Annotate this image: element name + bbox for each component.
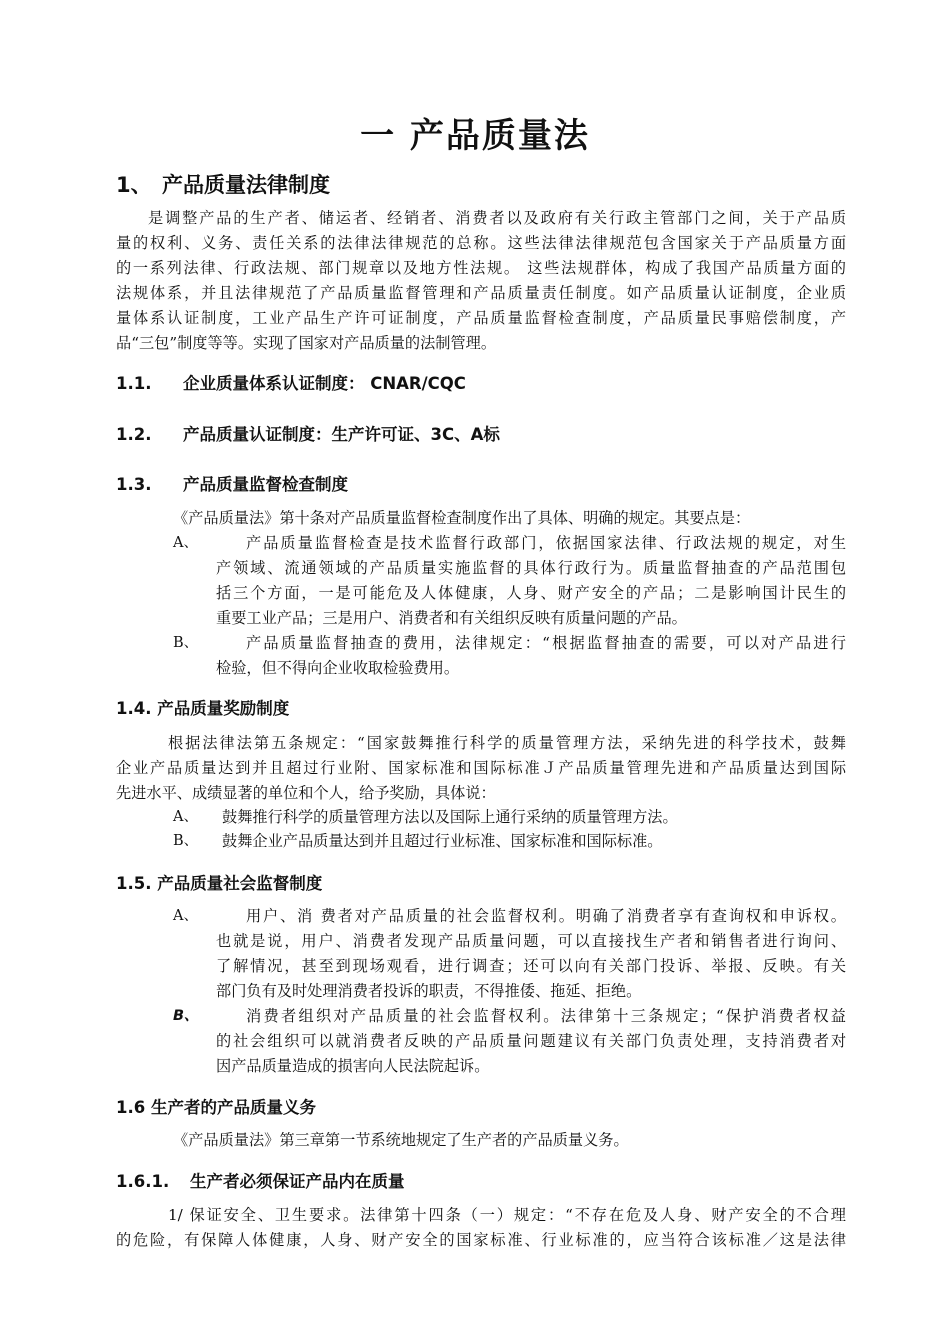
s14-para-line-1: 根据法律法第五条规定：“国家鼓舞推行科学的质量管理方法，采纳先进的科学技术，鼓舞 [168, 734, 846, 752]
s1-para-line-6: 品“三包”制度等等。实现了国家对产品质量的法制管理。 [116, 334, 497, 352]
section-1-1-title: 企业质量体系认证制度： CNAR/CQC [183, 374, 466, 393]
section-1-3-number: 1.3. [116, 475, 152, 494]
page-title: 一 产品质量法 [360, 116, 590, 156]
section-1-6-1-number: 1.6.1. [116, 1172, 170, 1191]
s1-para-line-5: 量体系认证制度，工业产品生产许可证制度，产品质量监督检查制度，产品质量民事赔偿制度，产 [116, 309, 846, 327]
s15-item-a-line-4: 部门负有及时处理消费者投诉的职责，不得推倭、拖延、拒绝。 [216, 982, 642, 1000]
section-1-2-title: 产品质量认证制度：生产许可证、3C、A标 [183, 425, 500, 444]
section-1-6-1-title: 生产者必须保证产品内在质量 [190, 1172, 405, 1191]
section-1-number: 1、 [116, 173, 152, 197]
s13-item-a-line-2: 产领域、流通领域的产品质量实施监督的具体行政行为。质量监督抽查的产品范围包 [216, 559, 846, 577]
s14-item-a-label: A、 [173, 809, 198, 825]
s13-item-b-line-1: 产品质量监督抽查的费用，法律规定：“根据监督抽查的需要，可以对产品进行 [246, 634, 846, 652]
section-1-heading [116, 169, 330, 199]
section-1-5-heading: 1.5. 产品质量社会监督制度 [116, 874, 323, 893]
s15-item-b-line-3: 因产品质量造成的损害向人民法院起诉。 [216, 1057, 490, 1075]
s13-item-a-label: A、 [173, 535, 198, 551]
s14-para-line-3: 先进水平、成绩显著的单位和个人，给予奖励，具体说： [116, 784, 496, 802]
section-1-4-heading: 1.4. 产品质量奖励制度 [116, 699, 290, 718]
section-1-3-heading [116, 471, 348, 495]
section-1-6-1-heading [116, 1168, 405, 1192]
s15-item-b-label: B、 [173, 1008, 199, 1024]
s1-para-line-1: 是调整产品的生产者、储运者、经销者、消费者以及政府有关行政主管部门之间，关于产品质 [148, 209, 846, 227]
s13-item-a-line-1: 产品质量监督检查是技术监督行政部门，依据国家法律、行政法规的规定，对生 [246, 534, 846, 552]
s14-item-b-text: 鼓舞企业产品质量达到并且超过行业标准、国家标准和国际标准。 [222, 832, 663, 850]
s16-intro: 《产品质量法》第三章第一节系统地规定了生产者的产品质量义务。 [173, 1131, 629, 1149]
section-1-6-heading: 1.6 生产者的产品质量义务 [116, 1098, 316, 1117]
s1-para-line-4: 法规体系，并且法律规范了产品质量监督管理和产品质量责任制度。如产品质量认证制度，企业质 [116, 284, 846, 302]
s15-item-b-line-2: 的社会组织可以就消费者反映的产品质量问题建议有关部门负责处理，支持消费者对 [216, 1032, 846, 1050]
section-1-2-number: 1.2. [116, 425, 152, 444]
s15-item-a-line-3: 了解情况，甚至到现场观看，进行调查；还可以向有关部门投诉、举报、反映。有关 [216, 957, 846, 975]
s15-item-a-line-2: 也就是说，用户、消费者发现产品质量问题，可以直接找生产者和销售者进行询问、 [216, 932, 846, 950]
s161-para-line-1: 1/ 保证安全、卫生要求。法律第十四条（一）规定：“不存在危及人身、财产安全的不合理 [168, 1206, 846, 1224]
section-1-2-heading [116, 421, 500, 445]
s1-para-line-3: 的一系列法律、行政法规、部门规章以及地方性法规。 这些法规群体，构成了我国产品质量方面的 [116, 259, 846, 277]
s14-para-line-2: 企业产品质量达到并且超过行业附、国家标准和国际标准Ｊ产品质量管理先进和产品质量达到国际 [116, 759, 846, 777]
s13-item-a-line-4: 重要工业产品；三是用户、消费者和有关组织反映有质量问题的产品。 [216, 609, 687, 627]
section-1-1-heading [116, 370, 466, 394]
s13-item-b-label: B、 [173, 635, 199, 651]
s13-item-b-line-2: 检验，但不得向企业收取检验费用。 [216, 659, 459, 677]
s1-para-line-2: 量的权利、义务、责任关系的法律法律规范的总称。这些法律法律规范包含国家关于产品质量方面 [116, 234, 846, 252]
s13-item-a-line-3: 括三个方面，一是可能危及人体健康，人身、财产安全的产品；二是影响国计民生的 [216, 584, 846, 602]
section-1-title: 产品质量法律制度 [162, 173, 330, 197]
s15-item-a-line-1: 用户、消 费者对产品质量的社会监督权利。明确了消费者享有查询权和申诉权。 [246, 907, 846, 925]
s15-item-a-label: A、 [173, 908, 198, 924]
section-1-3-title: 产品质量监督检查制度 [183, 475, 348, 494]
s14-item-b-label: B、 [173, 833, 199, 849]
s13-intro: 《产品质量法》第十条对产品质量监督检查制度作出了具体、明确的规定。其要点是： [173, 509, 751, 527]
s14-item-a-text: 鼓舞推行科学的质量管理方法以及国际上通行采纳的质量管理方法。 [222, 808, 678, 826]
section-1-1-number: 1.1. [116, 374, 152, 393]
s161-para-line-2: 的危险，有保障人体健康，人身、财产安全的国家标准、行业标准的，应当符合该标准／这是法律 [116, 1231, 846, 1249]
s15-item-b-line-1: 消费者组织对产品质量的社会监督权利。法律第十三条规定；“保护消费者权益 [246, 1007, 846, 1025]
